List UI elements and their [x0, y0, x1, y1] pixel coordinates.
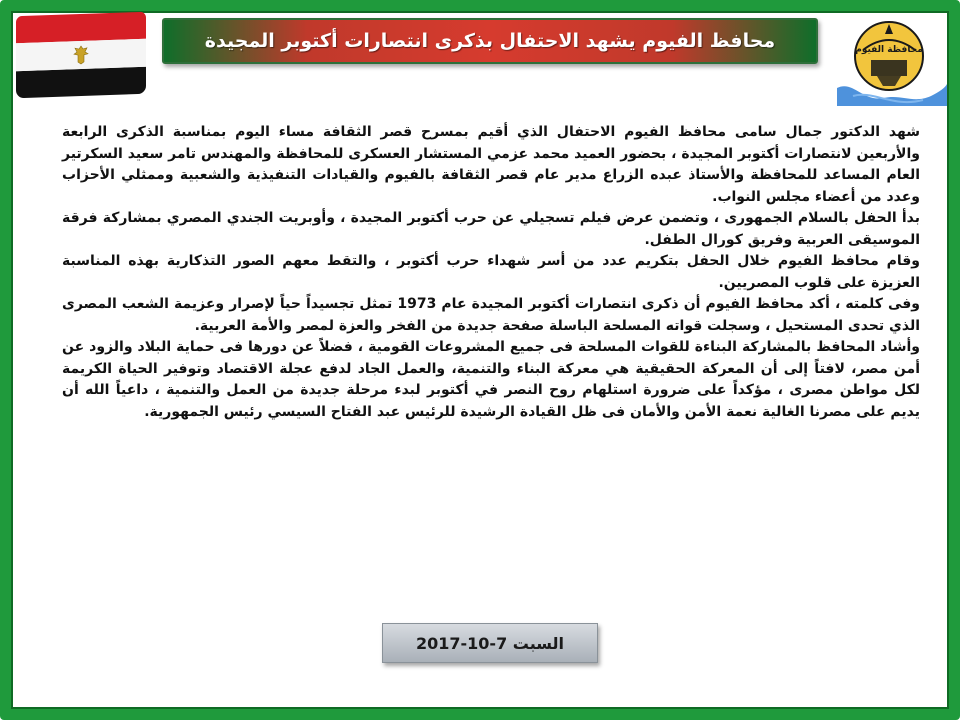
article-paragraph: وفى كلمته ، أكد محافظ الفيوم أن ذكرى انتصارات أكتوبر المجيدة عام 1973 تمثل تجسيداً حياً لإصرار وعزيمة الشعب المصرى الذي تحدى المستحيل ، وسجلت قواته المسلحة الباسلة صفحة جديدة من الفخر والعزة لمصر والأمة العربية. — [62, 296, 921, 334]
article-paragraph: بدأ الحفل بالسلام الجمهورى ، وتضمن عرض فيلم تسجيلي عن حرب أكتوبر المجيدة ، وأوبريت الجندي المصري بمشاركة فرقة الموسيقى العربية وفريق كورال الطفل. — [62, 210, 920, 248]
headline-title: محافظ الفيوم يشهد الاحتفال بذكرى انتصارات أكتوبر المجيدة — [204, 30, 776, 52]
article-paragraph: شهد الدكتور جمال سامى محافظ الفيوم الاحتفال الذي أقيم بمسرح قصر الثقافة مساء اليوم بمناسبة الذكرى الرابعة والأربعين لانتصارات أكتوبر المجيدة ، بحضور العميد محمد عزمي المستشار العسكرى للمحافظة والمهندس تامر سعيد السكرتير العام المساعد للمحافظة والأستاذ عبده الزراع مدير عام قصر الثقافة بالفيوم والقيادات التنفيذية والشعبية وممثلي الأحزاب وعدد من أعضاء مجلس النواب. — [62, 124, 920, 205]
date-label: السبت 7-10-2017 — [415, 633, 565, 653]
flag-white-band — [16, 39, 146, 71]
article-paragraph: وقام محافظ الفيوم خلال الحفل بتكريم عدد من أسر شهداء حرب أكتوبر ، والتقط معهم الصور التذكارية بهذه المناسبة العزيزة على قلوب المصريين. — [62, 253, 920, 291]
article-paragraph: وأشاد المحافظ بالمشاركة البناءة للقوات المسلحة فى جميع المشروعات القومية ، فضلاً عن دورها فى حماية البلاد والزود عن أمن مصر، لافتاً إلى أن المعركة الحقيقية هي معركة البناء والتنمية، والعمل الجاد لدفع عجلة الاقتصاد وتوفير الحياة الكريمة لكل مواطن مصرى ، مؤكداً على ضرورة استلهام روح النصر في أكتوبر لبدء مرحلة جديدة من العمل والتنمية ، داعياً الله أن يديم على مصرنا الغالية نعمة الأمن والأمان فى ظل القيادة الرشيدة للرئيس عبد الفتاح السيسي رئيس الجمهورية. — [62, 339, 920, 420]
eagle-icon — [72, 45, 90, 66]
egypt-flag-icon — [16, 12, 146, 99]
fayoum-governorate-logo — [833, 10, 949, 110]
article-body — [62, 122, 920, 423]
headline-banner — [162, 18, 818, 64]
flag-black-band — [16, 66, 146, 98]
logo-text: محافظة الفيوم — [855, 45, 923, 55]
date-badge — [382, 623, 598, 663]
